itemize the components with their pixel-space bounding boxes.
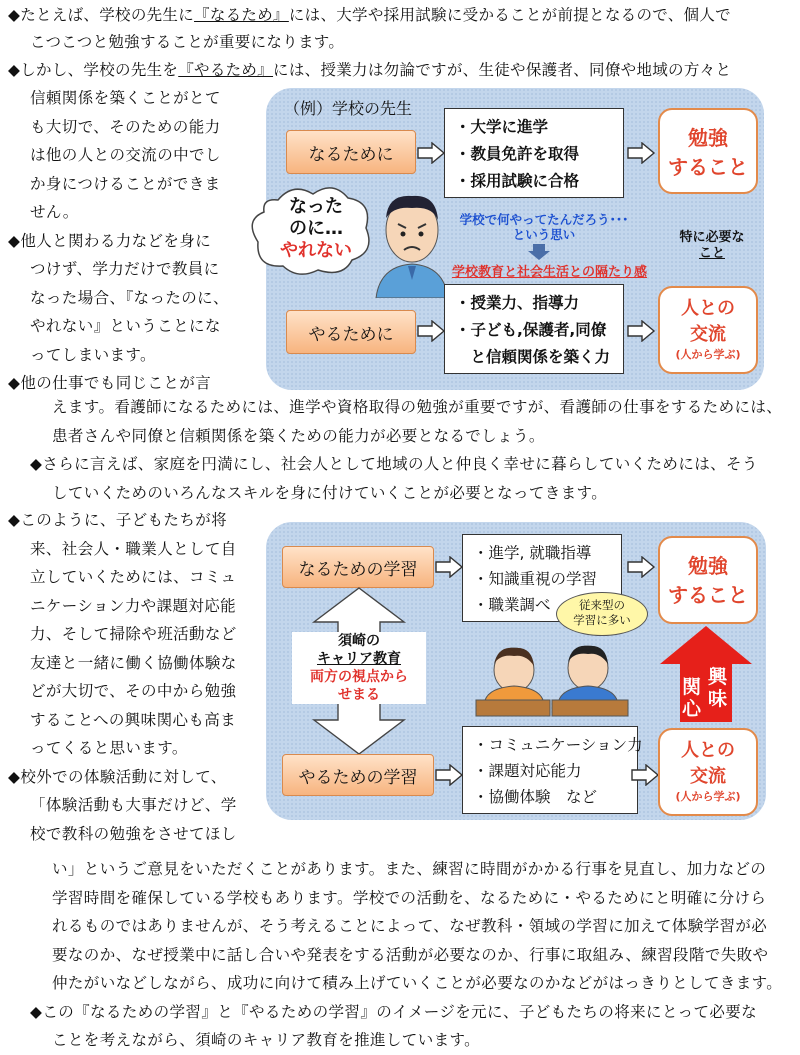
- naru-items-box: ・大学に進学 ・教員免許を取得 ・採用試験に合格: [444, 108, 624, 198]
- gap-text: 学校教育と社会生活との隔たり感: [452, 265, 648, 280]
- naru-label: なるために: [286, 130, 416, 174]
- arrow-right-icon: [626, 320, 656, 342]
- left-paragraph-1: 信頼関係を築くことがとて も大切で、そのための能力 は他の人との交流の中でし か身につけることができま せん。 ◆他人と関わる力などを身に つけず、学力だけで教員に なった場合、『なったのに、 やれない』ということにな ってしまいます。 ◆他の仕事でも同じことが言: [8, 89, 229, 392]
- yaru-learning-label: やるための学習: [282, 754, 434, 796]
- naru-learning-items: ・進学, 就職指導 ・知識重視の学習 ・職業調べ: [462, 534, 622, 622]
- bottom-paragraph: い」というご意見をいただくことがあります。また、練習に時間がかかる行事を見直し、加力などの 学習時間を確保している学校もあります。学校での活動を、なるために・やるためにと明確に分けら れるものではありませんが、そう考えることによって、なぜ教科・領域の学習に加えて体験学習が必 要なのか、なぜ授業中に話し合いや発表をする活動が必要なのか、行事に取組み、練習段階で失敗や 仲たがいなどしながら、成功に向けて積み上げていくことが必要なのかなどがはっきりとしてきます。 ◆この『なるための学習』と『やるための学習』のイメージを元に、子どもたちの将来にとって必要な ことを考えながら、須崎のキャリア教育を推進しています。: [30, 860, 783, 1049]
- result-study-2: 勉強 すること: [658, 536, 758, 624]
- arrow-right-icon: [416, 142, 446, 164]
- middle-paragraph: えます。看護師になるためには、進学や資格取得の勉強が重要ですが、看護師の仕事をするためには、 患者さんや同僚と信頼関係を築くための能力が必要となるでしょう。 ◆さらに言えば、家庭を円満にし、社会人として地域の人と仲良く幸せに暮らしていくためには、そう していくためのいろんなスキルを身に付けていくことが必要となってきます。: [30, 398, 783, 502]
- traditional-bubble: 従来型の 学習に多い: [556, 592, 648, 636]
- interest-arrow-icon: [658, 624, 754, 724]
- yaru-label: やるために: [286, 310, 416, 354]
- worried-teacher-illustration: [372, 188, 452, 298]
- arrow-right-icon: [434, 764, 464, 786]
- arrow-right-icon: [626, 142, 656, 164]
- arrow-right-icon: [626, 556, 656, 578]
- cloud-text: なった のに… やれない: [280, 196, 352, 261]
- yaru-items-box: ・授業力、指導力 ・子ども,保護者,同僚 と信頼関係を築く力: [444, 284, 624, 374]
- diagram-label: （例）学校の先生: [284, 99, 413, 118]
- special-need-text: 特に必要な こと: [679, 230, 745, 261]
- diagram-teacher-example: [266, 88, 764, 390]
- yaru-learning-items: ・コミュニケーション力 ・課題対応能力 ・協働体験 など: [462, 726, 638, 814]
- arrow-right-icon: [416, 320, 446, 342]
- diagram-career-education: なるための学習 ・進学, 就職指導 ・知識重視の学習 ・職業調べ 従来型の 学習に多い 勉強 すること 須崎の キャリア教育 両方の視点から せまる 興 味 関 心 やるための学習 ・コミュニケーション力 ・課題対応能力 ・協働体験 など 人との 交流 (人から学ぶ): [266, 522, 766, 820]
- left-paragraph-2: ◆このように、子どもたちが将 来、社会人・職業人として自 立していくためには、コミュ ニケーション力や課題対応能 力、そして掃除や班活動など 友達と一緒に働く協働体験な どが大切で、その中から勉強 することへの興味関心も高ま ってくると思います。 ◆校外での体験活動に対して、 「体験活動も大事だけど、学 校で教科の勉強をさせてほし: [8, 511, 237, 843]
- result-interaction: 人との 交流 (人から学ぶ): [658, 286, 758, 374]
- intro-line-2: こつこつと勉強することが重要になります。: [30, 33, 345, 51]
- result-interaction-2: 人との 交流 (人から学ぶ): [658, 728, 758, 816]
- intro-line-3: ◆しかし、学校の先生を『やるため』には、授業力は勿論ですが、生徒や保護者、同僚や地域の方々と: [8, 61, 732, 79]
- arrow-right-icon: [630, 764, 660, 786]
- career-education-center: 須崎の キャリア教育 両方の視点から せまる: [292, 632, 426, 704]
- students-studying-illustration: [466, 640, 636, 720]
- intro-line-1: ◆たとえば、学校の先生に『なるため』には、大学や採用試験に受かることが前提となるので、個人で: [8, 6, 731, 24]
- thought-text: 学校で何やってたんだろう･･･ という思い: [459, 212, 629, 242]
- result-study: 勉強 すること: [658, 108, 758, 194]
- naru-learning-label: なるための学習: [282, 546, 434, 588]
- arrow-right-icon: [434, 556, 464, 578]
- arrow-down-icon: [528, 244, 550, 260]
